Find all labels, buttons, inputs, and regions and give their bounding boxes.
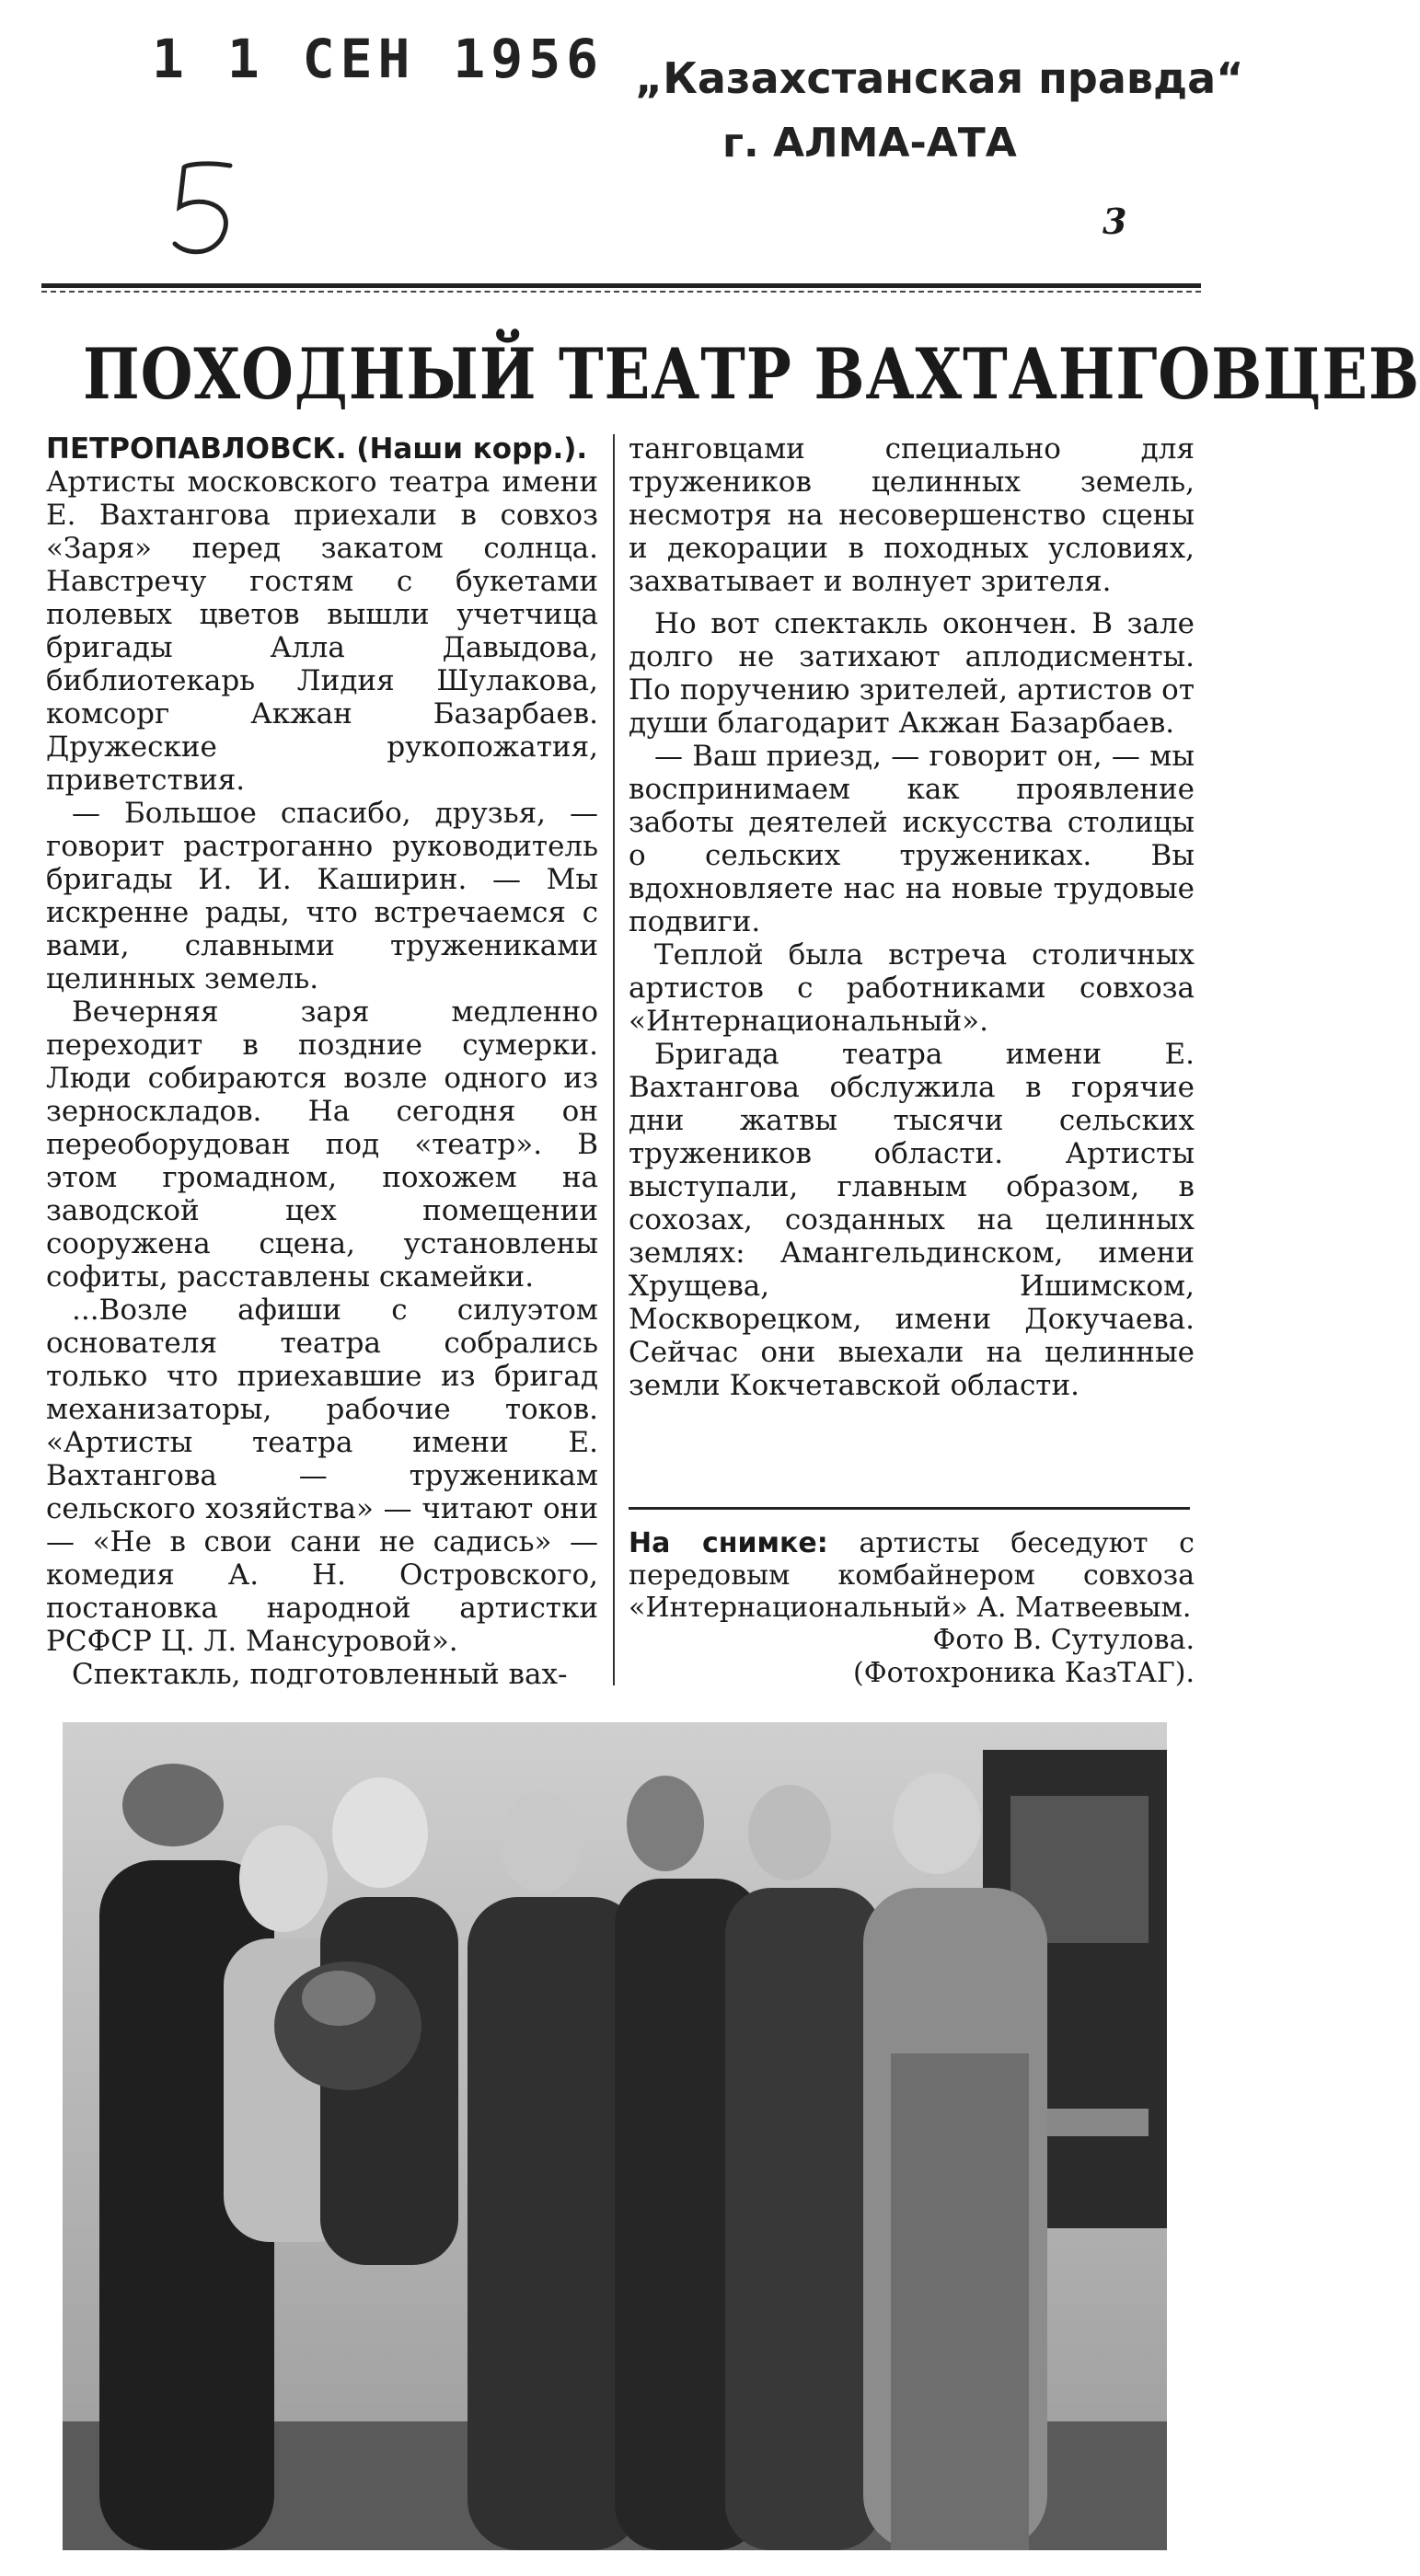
column-divider — [613, 434, 615, 1685]
archive-stamp-newspaper: „Казахстанская правда“ — [635, 53, 1244, 103]
photo-credit-agency: (Фотохроника КазТАГ). — [853, 1657, 1195, 1689]
archive-stamp-city: г. АЛМА-АТА — [722, 120, 1017, 167]
photo-credit-author: Фото В. Сутулова. — [932, 1624, 1195, 1656]
article-paragraph: танговцами специально для тружеников целинных земель, несмотря на несовершенство сцены и декорации в походных условиях, захватывает и волнует зрителя. — [629, 432, 1195, 598]
photo-caption — [629, 1527, 1195, 1624]
article-paragraph — [46, 432, 598, 466]
article-paragraph: Спектакль, подготовленный вах- — [72, 1658, 568, 1691]
news-photograph — [63, 1722, 1167, 2550]
article-headline: ПОХОДНЫЙ ТЕАТР ВАХТАНГОВЦЕВ — [83, 333, 1420, 415]
page-number: 3 — [1103, 201, 1127, 242]
article-paragraph: Но вот спектакль окончен. В зале долго не затихают аплодисменты. По поручению зрителей, артистов от души благодарит Акжан Базарбаев. — [629, 607, 1195, 740]
caption-text: артисты беседуют с передовым комбайнером совхоза «Интернациональный» А. Матвеевым. — [629, 1527, 1195, 1624]
article-paragraph: ...Возле афиши с силуэтом основателя театра собрались только что приехавшие из бригад механизаторы, рабочие токов. «Артисты театра имени Е. Вахтангова — труженикам сельского хозяйства» — читают они — «Не в свои сани не садись» — комедия А. Н. Островского, постановка народной артистки РСФСР Ц. Л. Мансуровой». — [46, 1294, 598, 1658]
caption-rule — [629, 1507, 1190, 1510]
article-column-2 — [629, 432, 1195, 1402]
header-rule — [41, 283, 1201, 288]
photo-illustration — [63, 1722, 1167, 2550]
caption-lead: На снимке: — [629, 1527, 828, 1559]
article-column-1 — [46, 432, 598, 1691]
article-dateline: ПЕТРОПАВЛОВСК. (Наши корр.). — [46, 432, 588, 466]
article-paragraph: — Ваш приезд, — говорит он, — мы воспринимаем как проявление заботы деятелей искусства столицы о сельских тружениках. Вы вдохновляете нас на новые трудовые подвиги. — [629, 740, 1195, 938]
photo-credit — [629, 1624, 1195, 1690]
article-paragraph: — Большое спасибо, друзья, — говорит растроганно руководитель бригады И. И. Каширин. — Мы искренне рады, что встречаемся с вами, славными тружениками целинных земель. — [46, 797, 598, 995]
article-paragraph: Бригада театра имени Е. Вахтангова обслужила в горячие дни жатвы тысячи сельских тружеников области. Артисты выступали, главным образом, в сохозах, созданных на целинных землях: Амангельдинском, имени Хрущева, Ишимском, Москворецком, имени Докучаева. Сейчас они выехали на целинные земли Кокчетавской области. — [629, 1038, 1195, 1402]
archive-stamp-date: 1 1 СЕН 1956 — [152, 28, 605, 90]
article-paragraph: Теплой была встреча столичных артистов с работниками совхоза «Интернациональный». — [629, 938, 1195, 1038]
article-paragraph: Вечерняя заря медленно переходит в поздние сумерки. Люди собираются возле одного из зерноскладов. На сегодня он переоборудован под «театр». В этом громадном, похожем на заводской цех помещении сооружена сцена, установлены софиты, расставлены скамейки. — [46, 995, 598, 1294]
header-rule-dashed — [41, 291, 1201, 293]
handwritten-mark — [166, 156, 248, 267]
article-paragraph: Артисты московского театра имени Е. Вахтангова приехали в совхоз «Заря» перед закатом солнца. Навстречу гостям с букетами полевых цветов вышли учетчица бригады Алла Давыдова, библиотекарь Лидия Шулакова, комсорг Акжан Базарбаев. Дружеские рукопожатия, приветствия. — [46, 466, 598, 797]
